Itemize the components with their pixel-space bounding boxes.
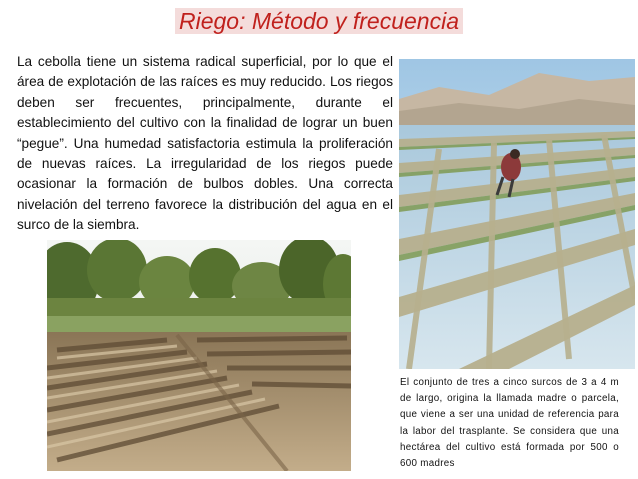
slide-title [0, 8, 638, 35]
furrow-field-photo [47, 240, 351, 471]
body-paragraph: La cebolla tiene un sistema radical superficial, por lo que el área de explotación de las raíces es muy reducido. Los riegos deben ser frecuentes, principalmente, durante el establecimiento del cultivo con la finalidad de lograr un buen “pegue”. Una humedad satisfactoria estimula la proliferación de nuevas raíces. La irregularidad de los riegos puede ocasionar la formación de bulbos dobles. Una correcta nivelación del terreno favorece la distribución del agua en el surco de la siembra. [17, 54, 393, 233]
photo-caption: El conjunto de tres a cinco surcos de 3 a 4 m de largo, origina la llamada madre o parcela, que viene a ser una unidad de referencia para la labor del trasplante. Se considera que una hectárea del cultivo está formada por 500 o 600 madres [400, 377, 619, 470]
irrigated-field-photo [399, 59, 635, 369]
slide-title-text: Riego: Método y frecuencia [175, 8, 463, 34]
